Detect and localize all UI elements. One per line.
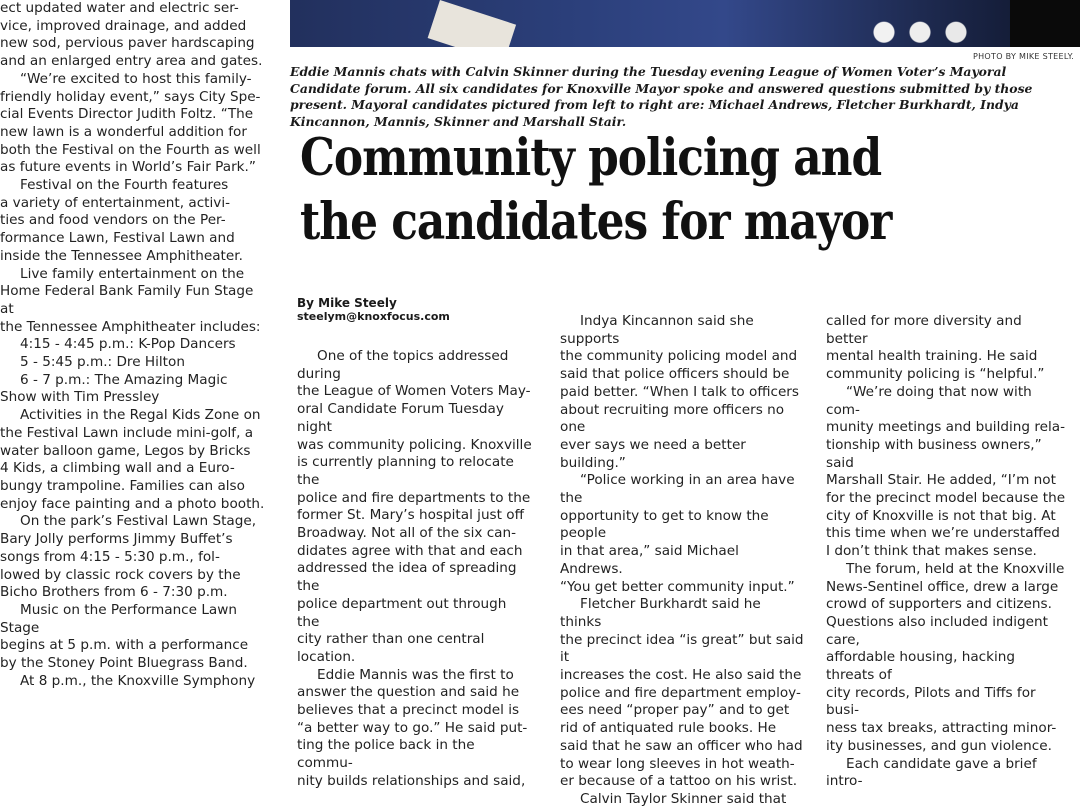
text-line: police and fire departments to the xyxy=(297,489,531,506)
byline-author: By Mike Steely xyxy=(297,296,397,310)
text-line: ties and food vendors on the Per- xyxy=(0,212,226,229)
text-line: oral Candidate Forum Tuesday night xyxy=(297,401,504,435)
text-line: the Festival Lawn include mini-golf, a xyxy=(0,424,254,441)
photo-caption: Eddie Mannis chats with Calvin Skinner during the Tuesday evening League of Women Voter’s Mayoral Candidate forum. All six candidates for Knoxville Mayor spoke and answered questions submitted by those present. Mayoral candidates pictured from left to right are: Michael Andrews, Fletcher Burkhardt, Indya Kincannon, Mannis, Skinner and Marshall Stair. xyxy=(290,64,1033,129)
article-column-2 xyxy=(560,313,804,809)
text-line: new lawn is a wonderful addition for xyxy=(0,123,247,140)
forum-photo xyxy=(290,0,1080,47)
text-line: er because of a tattoo on his wrist. xyxy=(560,773,798,790)
cups-shape xyxy=(860,10,980,47)
headline-line: Community policing and xyxy=(300,128,882,188)
text-line: city of Knoxville is not that big. At xyxy=(826,507,1056,524)
text-line: ees need “proper pay” and to get xyxy=(560,702,790,719)
text-line: is currently planning to relocate the xyxy=(297,454,514,488)
text-line: lowed by classic rock covers by the xyxy=(0,566,241,583)
text-line: former St. Mary’s hospital just off xyxy=(297,507,524,524)
dark-figure-shape xyxy=(1010,0,1080,47)
text-line: Home Federal Bank Family Fun Stage at xyxy=(0,283,254,317)
text-line: enjoy face painting and a photo booth. xyxy=(0,495,265,512)
text-line: Music on the Performance Lawn Stage xyxy=(0,601,237,636)
text-line: “You get better community input.” xyxy=(560,578,795,595)
text-line: I don’t think that makes sense. xyxy=(826,543,1037,560)
text-line: Questions also included indigent care, xyxy=(826,613,1048,648)
text-line: songs from 4:15 - 5:30 p.m., fol- xyxy=(0,548,220,565)
text-line: the precinct idea “is great” but said it xyxy=(560,631,804,666)
text-line: Each candidate gave a brief intro- xyxy=(826,755,1037,790)
text-line: said that police officers should be xyxy=(560,366,790,383)
text-line: Bary Jolly performs Jimmy Buffet’s xyxy=(0,531,233,548)
text-line: Bicho Brothers from 6 - 7:30 p.m. xyxy=(0,584,228,601)
text-line: police department out through the xyxy=(297,595,507,630)
text-line: about recruiting more officers no one xyxy=(560,401,785,436)
text-line: Eddie Mannis was the first to xyxy=(317,666,514,683)
text-line: city rather than one central location. xyxy=(297,631,485,665)
text-line: said that he saw an officer who had xyxy=(560,737,803,754)
text-line: Festival on the Fourth features xyxy=(20,177,229,194)
text-line: to wear long sleeves in hot weath- xyxy=(560,755,795,772)
photo-credit: PHOTO BY MIKE STEELY. xyxy=(972,52,1074,61)
text-line: city records, Pilots and Tiffs for busi- xyxy=(826,684,1036,719)
text-line: ness tax breaks, attracting minor- xyxy=(826,720,1057,737)
text-line: Activities in the Regal Kids Zone on xyxy=(20,407,261,424)
text-line: formance Lawn, Festival Lawn and xyxy=(0,230,235,247)
text-line: Indya Kincannon said she supports xyxy=(560,313,754,347)
text-line: 4:15 - 4:45 p.m.: K-Pop Dancers xyxy=(20,336,236,353)
text-line: The forum, held at the Knoxville xyxy=(846,560,1065,577)
text-line: rid of antiquated rule books. He xyxy=(560,720,777,737)
byline xyxy=(297,296,450,324)
text-line: cial Events Director Judith Foltz. “The xyxy=(0,106,254,123)
text-line: water balloon game, Legos by Bricks xyxy=(0,442,251,459)
text-line: in that area,” said Michael Andrews. xyxy=(560,543,739,577)
left-article-column xyxy=(0,0,268,690)
text-line: At 8 p.m., the Knoxville Symphony xyxy=(20,672,256,689)
text-line: On the park’s Festival Lawn Stage, xyxy=(20,513,257,530)
text-line: crowd of supporters and citizens. xyxy=(826,596,1052,613)
text-line: begins at 5 p.m. with a performance xyxy=(0,637,249,654)
text-line: mental health training. He said xyxy=(826,348,1038,365)
text-line: a variety of entertainment, activi- xyxy=(0,194,231,211)
text-line: for the precinct model because the xyxy=(826,490,1066,507)
text-line: Calvin Taylor Skinner said that xyxy=(580,790,787,807)
text-line: “We’re excited to host this family- xyxy=(20,70,252,87)
text-line: by the Stoney Point Bluegrass Band. xyxy=(0,655,248,672)
text-line: ever says we need a better building.” xyxy=(560,436,746,471)
text-line: nity builds relationships and said, xyxy=(297,772,526,789)
text-line: both the Festival on the Fourth as well xyxy=(0,141,261,158)
text-line: the League of Women Voters May- xyxy=(297,383,531,400)
text-line: as future events in World’s Fair Park.” xyxy=(0,159,256,176)
text-line: opportunity to get to know the people xyxy=(560,507,769,542)
text-line: 5 - 5:45 p.m.: Dre Hilton xyxy=(20,354,185,371)
text-line: community policing is “helpful.” xyxy=(826,366,1045,383)
text-line: “a better way to go.” He said put- xyxy=(297,719,528,736)
text-line: Live family entertainment on the xyxy=(20,265,245,282)
text-line: addressed the idea of spreading the xyxy=(297,560,517,595)
text-line: Marshall Stair. He added, “I’m not xyxy=(826,472,1056,489)
text-line: new sod, pervious paver hardscaping xyxy=(0,35,255,52)
text-line: munity meetings and building rela- xyxy=(826,419,1065,436)
text-line: and an enlarged entry area and gates. xyxy=(0,53,263,70)
byline-email: steelym@knoxfocus.com xyxy=(297,310,450,323)
text-line: bungy trampoline. Families can also xyxy=(0,477,245,494)
text-line: One of the topics addressed during xyxy=(297,348,509,382)
headline-line: the candidates for mayor xyxy=(300,192,892,252)
text-line: believes that a precinct model is xyxy=(297,702,520,719)
text-line: paid better. “When I talk to officers xyxy=(560,383,799,400)
text-line: affordable housing, hacking threats of xyxy=(826,649,1016,684)
article-column-3 xyxy=(826,313,1066,791)
text-line: ect updated water and electric ser- xyxy=(0,0,239,16)
text-line: Broadway. Not all of the six can- xyxy=(297,525,517,542)
text-line: ity businesses, and gun violence. xyxy=(826,737,1052,754)
text-line: inside the Tennessee Amphitheater. xyxy=(0,247,243,264)
text-line: 4 Kids, a climbing wall and a Euro- xyxy=(0,460,235,477)
text-line: called for more diversity and better xyxy=(826,313,1022,347)
text-line: was community policing. Knoxville xyxy=(297,436,532,453)
text-line: ting the police back in the commu- xyxy=(297,737,475,772)
text-line: the community policing model and xyxy=(560,348,798,365)
text-line: this time when we’re understaffed xyxy=(826,525,1060,542)
text-line: tionship with business owners,” said xyxy=(826,436,1042,471)
text-line: Fletcher Burkhardt said he thinks xyxy=(560,596,761,630)
text-line: 6 - 7 p.m.: The Amazing Magic xyxy=(20,371,228,388)
text-line: police and fire department employ- xyxy=(560,684,801,701)
text-line: Show with Tim Pressley xyxy=(0,389,160,406)
nameplate-shape xyxy=(428,0,516,47)
text-line: answer the question and said he xyxy=(297,684,520,701)
text-line: didates agree with that and each xyxy=(297,542,523,559)
text-line: “Police working in an area have the xyxy=(560,472,795,507)
text-line: the Tennessee Amphitheater includes: xyxy=(0,318,261,335)
text-line: friendly holiday event,” says City Spe- xyxy=(0,88,261,105)
article-column-1 xyxy=(297,348,532,791)
text-line: increases the cost. He also said the xyxy=(560,667,802,684)
headline xyxy=(300,126,967,254)
text-line: News-Sentinel office, drew a large xyxy=(826,578,1059,595)
text-line: “We’re doing that now with com- xyxy=(826,383,1032,418)
text-line: vice, improved drainage, and added xyxy=(0,17,247,34)
